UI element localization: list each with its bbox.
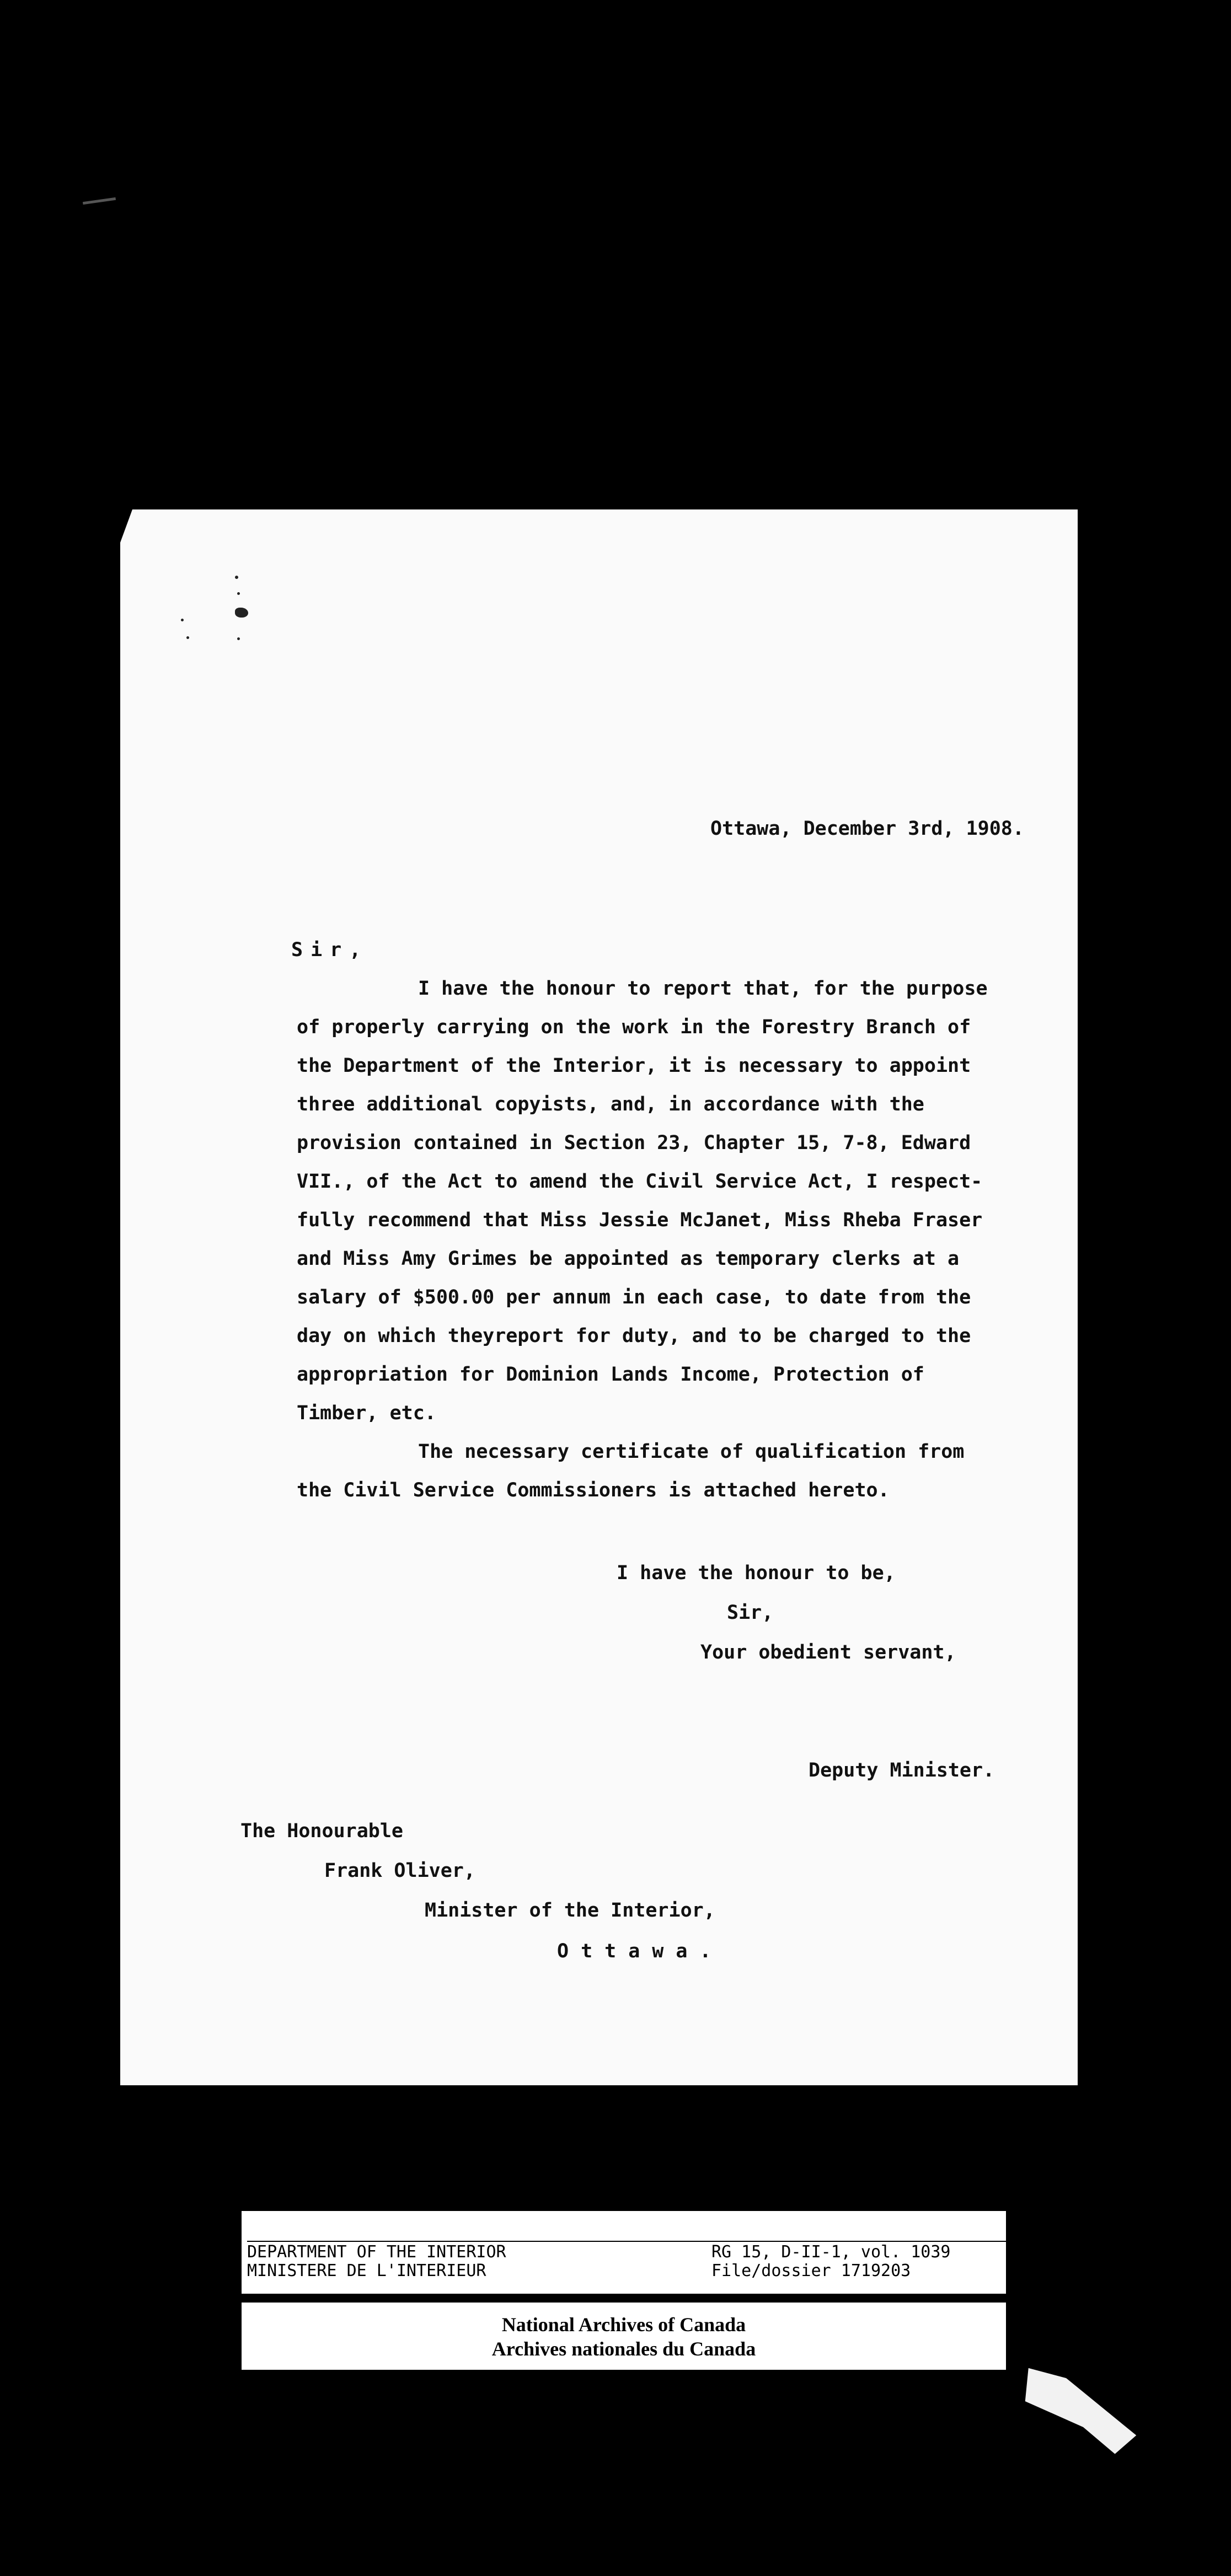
letter-salutation: Sir, (291, 939, 369, 961)
ink-speck (181, 619, 184, 621)
ink-speck (237, 637, 240, 640)
closing-line: Sir, (727, 1602, 774, 1624)
ink-speck (235, 576, 238, 579)
institution-english: National Archives of Canada (501, 2314, 746, 2336)
archive-label (242, 2211, 1006, 2370)
body-line: provision contained in Section 23, Chapter 15, 7-8, Edward (297, 1132, 971, 1154)
ink-blot (235, 608, 248, 618)
closing-line: Your obedient servant, (700, 1641, 956, 1663)
letter-date: Ottawa, December 3rd, 1908. (710, 818, 1024, 840)
letter-page (120, 509, 1078, 2085)
address-line: Ottawa. (557, 1940, 724, 1962)
scan-mark (83, 197, 116, 205)
department-english: DEPARTMENT OF THE INTERIOR (247, 2242, 506, 2262)
body-line: day on which theyreport for duty, and to be charged to the (297, 1325, 971, 1347)
body-line: VII., of the Act to amend the Civil Service Act, I respect- (297, 1171, 983, 1193)
department-french: MINISTERE DE L'INTERIEUR (247, 2261, 486, 2280)
body-line: Timber, etc. (297, 1402, 436, 1424)
body-line: I have the honour to report that, for the purpose (418, 978, 988, 1000)
address-line: Minister of the Interior, (425, 1899, 715, 1922)
reference-divider (247, 2241, 1006, 2242)
body-line: The necessary certificate of qualification from (418, 1441, 965, 1463)
body-line: three additional copyists, and, in accordance with the (297, 1093, 924, 1115)
page-corner-fold (120, 509, 132, 543)
reference-box (242, 2211, 1006, 2294)
ink-speck (237, 592, 240, 595)
address-line: Frank Oliver, (324, 1860, 475, 1882)
address-line: The Honourable (240, 1820, 404, 1842)
signature-title: Deputy Minister. (809, 1759, 995, 1781)
paper-scrap (1012, 2360, 1145, 2459)
body-line: and Miss Amy Grimes be appointed as temporary clerks at a (297, 1248, 960, 1270)
body-line: the Civil Service Commissioners is attached hereto. (297, 1479, 890, 1501)
record-group-reference: RG 15, D-II-1, vol. 1039 (711, 2242, 951, 2262)
body-line: the Department of the Interior, it is necessary to appoint (297, 1055, 971, 1077)
ink-speck (186, 636, 189, 639)
body-line: salary of $500.00 per annum in each case, to date from the (297, 1286, 971, 1308)
body-line: appropriation for Dominion Lands Income, Protection of (297, 1364, 924, 1386)
body-line: fully recommend that Miss Jessie McJanet, Miss Rheba Fraser (297, 1209, 983, 1231)
institution-french: Archives nationales du Canada (491, 2338, 756, 2360)
closing-line: I have the honour to be, (617, 1562, 896, 1584)
institution-box (242, 2303, 1006, 2370)
body-line: of properly carrying on the work in the Forestry Branch of (297, 1016, 971, 1038)
file-number: File/dossier 1719203 (711, 2261, 911, 2280)
